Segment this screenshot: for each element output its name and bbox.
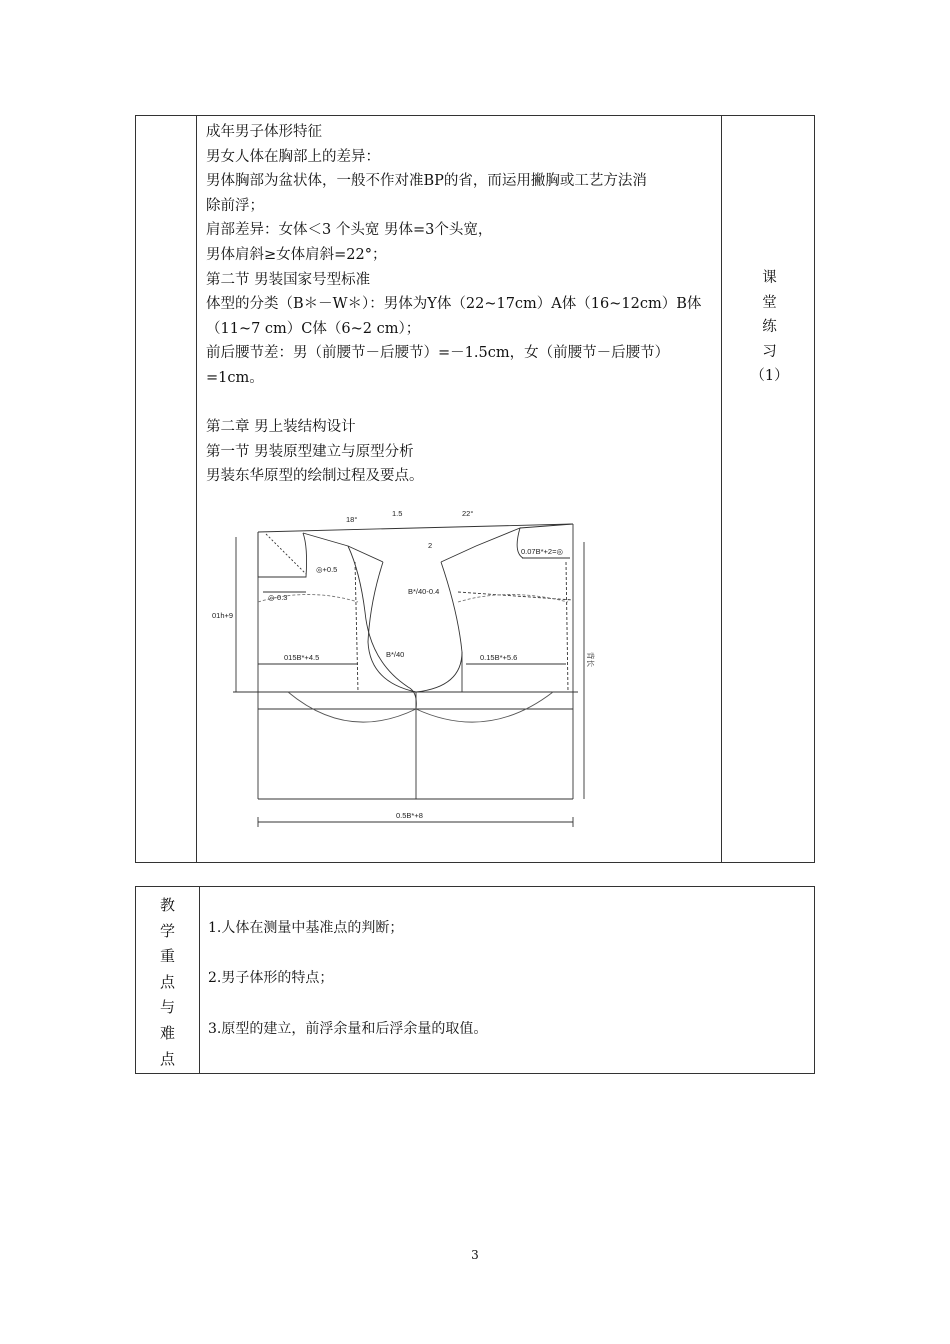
section-heading: 第一节 男装原型建立与原型分析 — [206, 443, 414, 460]
label-char: 点 — [159, 1049, 175, 1068]
content-line: 男体胸部为盆状体，一般不作对准BP的省，而运用撇胸或工艺方法消 — [206, 173, 647, 190]
side-label-char: 练 — [762, 319, 777, 336]
side-label-char: （1） — [750, 368, 789, 385]
key-points-table — [135, 886, 815, 1074]
lesson-content — [206, 120, 720, 489]
diagram-label: 015B*+4.5 — [284, 653, 320, 662]
table-divider — [199, 887, 200, 1073]
key-points-label — [136, 893, 199, 1072]
lesson-table — [135, 115, 815, 863]
chapter-heading: 第二章 男上装结构设计 — [206, 419, 356, 436]
side-label — [724, 266, 815, 389]
diagram-label: 22° — [462, 509, 474, 518]
content-line: 成年男子体形特征 — [206, 124, 322, 140]
label-char: 点 — [159, 972, 175, 991]
content-line: （11~7 cm）C体（6~2 cm）； — [206, 320, 421, 337]
content-line: 前后腰节差：男（前腰节－后腰节）=－1.5cm，女（前腰节－后腰节） — [206, 345, 670, 362]
content-line: 肩部差异：女体＜3 个头宽 男体=3个头宽， — [206, 222, 493, 239]
table-divider-left — [196, 116, 197, 862]
key-point-item: 2.男子体形的特点； — [208, 970, 334, 986]
diagram-label: 1.5 — [392, 509, 403, 518]
section-heading: 第二节 男装国家号型标准 — [206, 271, 371, 288]
diagram-label: 0.15B*+5.6 — [480, 653, 518, 662]
diagram-label: 18° — [346, 515, 358, 524]
diagram-label: B*/40 — [386, 650, 405, 659]
page-number: 3 — [471, 1248, 479, 1262]
content-line: 男装东华原型的绘制过程及要点。 — [206, 468, 424, 485]
content-line: 男体肩斜≥女体肩斜=22°； — [206, 246, 387, 263]
diagram-label: 01h+9 — [212, 611, 234, 620]
content-line: 体型的分类（B＊－W＊）：男体为Y体（22~17cm）A体（16~12cm）B体 — [206, 296, 702, 313]
diagram-label: ◎-0.3 — [268, 593, 288, 602]
diagram-label: ◎+0.5 — [316, 565, 338, 574]
diagram-label: 0.5B*+8 — [396, 811, 423, 820]
table-divider-right — [721, 116, 722, 862]
label-char: 与 — [159, 998, 175, 1017]
label-char: 学 — [159, 921, 175, 940]
key-point-item: 1.人体在测量中基准点的判断； — [208, 920, 404, 936]
content-line: 男女人体在胸部上的差异： — [206, 148, 380, 165]
diagram-label: 2 — [428, 541, 433, 550]
diagram-label: 0.07B*+2=◎ — [521, 547, 563, 556]
label-char: 重 — [159, 947, 175, 966]
pattern-diagram — [208, 502, 595, 832]
label-char: 教 — [159, 896, 175, 914]
side-label-char: 课 — [762, 270, 777, 286]
side-label-char: 习 — [762, 343, 777, 360]
diagram-label: B*/40-0.4 — [408, 587, 440, 596]
side-label-char: 堂 — [762, 294, 777, 311]
diagram-label: 背长 — [586, 652, 595, 667]
label-char: 难 — [159, 1023, 175, 1042]
key-point-item: 3.原型的建立，前浮余量和后浮余量的取值。 — [208, 1021, 488, 1037]
content-line: 除前浮； — [206, 197, 264, 214]
content-line: =1cm。 — [206, 369, 264, 386]
